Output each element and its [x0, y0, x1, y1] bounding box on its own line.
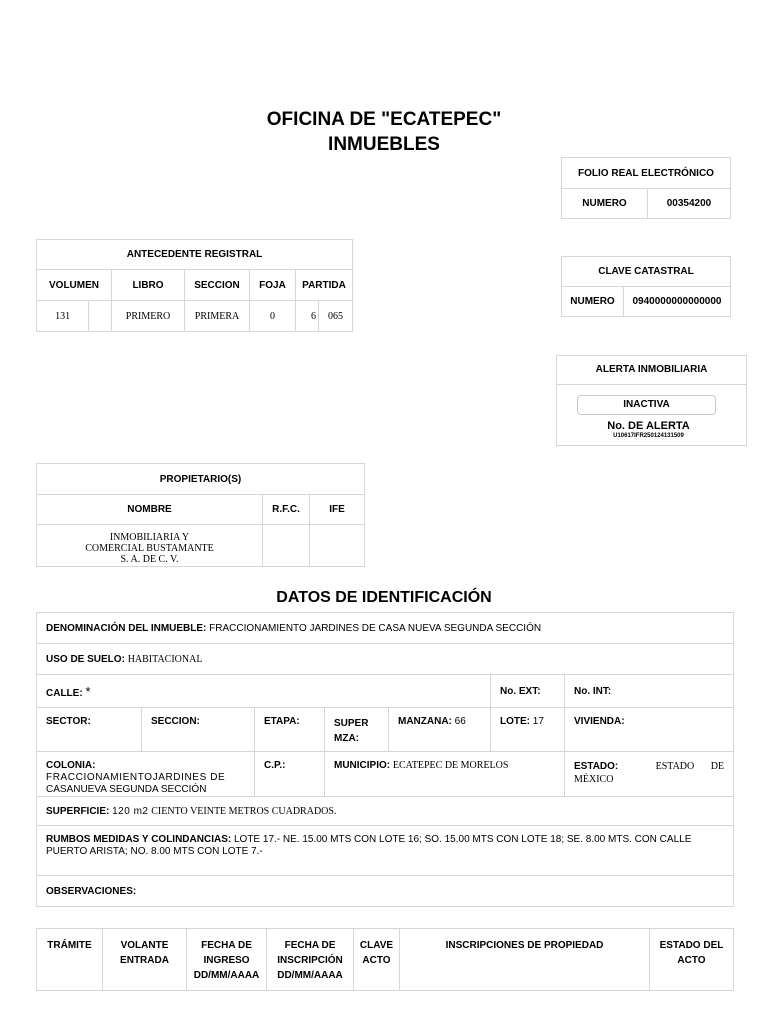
colonia-value-1: FRACCIONAMIENTOJARDINES DE	[46, 772, 226, 783]
identificacion-table	[36, 612, 734, 907]
value-partida-a: 6	[296, 301, 319, 332]
alerta-status-badge: INACTIVA	[577, 395, 716, 415]
alerta-code: U10617IFR250124131509	[613, 433, 684, 439]
value-partida-b: 065	[319, 301, 353, 332]
value-volumen: 131	[37, 301, 89, 332]
clave-number: 0940000000000000	[624, 287, 731, 317]
cp-label: C.P.:	[255, 752, 325, 797]
header-fecha-inscripcion: FECHA DE INSCRIPCIÓN DD/MM/AAAA	[267, 929, 354, 991]
seccion-label: SECCION:	[142, 708, 255, 752]
header-clave-acto: CLAVE ACTO	[354, 929, 400, 991]
manzana-value: 66	[454, 716, 466, 727]
propietario-nombre-line2: COMERCIAL BUSTAMANTE	[85, 543, 214, 554]
superficie-label: SUPERFICIE:	[46, 805, 110, 817]
clave-catastral-title: CLAVE CATASTRAL	[562, 257, 731, 287]
propietario-ife	[310, 525, 365, 567]
folio-title: FOLIO REAL ELECTRÓNICO	[562, 158, 731, 189]
header-estado-acto: ESTADO DEL ACTO	[650, 929, 734, 991]
propietario-row	[37, 525, 365, 567]
etapa-label: ETAPA:	[255, 708, 325, 752]
alerta-number-label: No. DE ALERTA	[607, 420, 690, 432]
value-libro: PRIMERO	[112, 301, 185, 332]
header-foja: FOJA	[250, 270, 296, 301]
header-fecha-ingreso: FECHA DE INGRESO DD/MM/AAAA	[187, 929, 267, 991]
alerta-box	[556, 355, 747, 446]
header-partida: PARTIDA	[296, 270, 353, 301]
header-tramite: TRÁMITE	[37, 929, 103, 991]
colonia-label: COLONIA:	[46, 760, 96, 771]
super-mza-cell	[325, 708, 389, 752]
superficie-num: 120 m2	[112, 805, 149, 817]
propietario-nombre	[37, 525, 263, 567]
header-ife: IFE	[310, 495, 365, 525]
manzana-label: MANZANA:	[398, 716, 452, 727]
antecedente-title: ANTECEDENTE REGISTRAL	[37, 240, 353, 270]
estado-value-1: ESTADO DE	[655, 761, 725, 772]
estado-cell	[565, 752, 734, 797]
calle-value: *	[85, 683, 91, 699]
identificacion-title: DATOS DE IDENTIFICACIÓN	[276, 589, 492, 606]
propietario-rfc	[263, 525, 310, 567]
header-rfc: R.F.C.	[263, 495, 310, 525]
vivienda-label: VIVIENDA:	[565, 708, 734, 752]
value-volumen-extra	[89, 301, 112, 332]
header-seccion: SECCION	[185, 270, 250, 301]
superficie-row	[37, 797, 734, 826]
calle-label: CALLE:	[46, 687, 83, 699]
antecedente-table	[36, 239, 353, 332]
denominacion-value: FRACCIONAMIENTO JARDINES DE CASA NUEVA SEGUNDA SECCIÓN	[209, 622, 542, 634]
header-nombre: NOMBRE	[37, 495, 263, 525]
estado-value-2: MÉXICO	[574, 774, 614, 785]
folio-number: 00354200	[648, 189, 731, 219]
alerta-title: ALERTA INMOBILIARIA	[557, 356, 746, 385]
observaciones-label: OBSERVACIONES:	[37, 876, 734, 907]
office-title: OFICINA DE "ECATEPEC"	[266, 109, 502, 130]
rumbos-value: LOTE 17.- NE. 15.00 MTS CON LOTE 16; SO. 15.00 MTS CON LOTE 18; SE. 8.00 MTS. CON CALLE PUERTO ARISTA; NO. 8.00 MTS CON LOTE 7.-	[46, 834, 692, 857]
lote-value: 17	[532, 716, 544, 727]
value-foja: 0	[250, 301, 296, 332]
no-int-label: No. INT:	[565, 675, 734, 708]
propietarios-title: PROPIETARIO(S)	[37, 464, 365, 495]
propietario-nombre-line1: INMOBILIARIA Y	[109, 532, 190, 543]
propietarios-table	[36, 463, 365, 567]
colonia-cell	[37, 752, 255, 797]
header-libro: LIBRO	[112, 270, 185, 301]
superficie-text: CIENTO VEINTE METROS CUADRADOS.	[151, 805, 337, 817]
estado-label: ESTADO:	[574, 761, 619, 772]
folio-label: NUMERO	[562, 189, 648, 219]
colonia-value-2: CASANUEVA SEGUNDA SECCIÓN	[46, 784, 207, 795]
value-seccion: PRIMERA	[185, 301, 250, 332]
tramites-table	[36, 928, 734, 991]
sector-label: SECTOR:	[37, 708, 142, 752]
estado-line-1	[574, 760, 724, 773]
lote-label: LOTE:	[500, 716, 530, 727]
uso-suelo-label: USO DE SUELO:	[46, 653, 125, 665]
manzana-cell	[389, 708, 491, 752]
clave-label: NUMERO	[562, 287, 624, 317]
header-inscripciones: INSCRIPCIONES DE PROPIEDAD	[400, 929, 650, 991]
super-mza-label-2: MZA:	[334, 733, 359, 744]
section-title: INMUEBLES	[328, 134, 440, 155]
denominacion-row	[37, 613, 734, 644]
municipio-label: MUNICIPIO:	[334, 760, 391, 771]
lote-cell	[491, 708, 565, 752]
uso-suelo-value: HABITACIONAL	[127, 653, 203, 665]
rumbos-row	[37, 826, 734, 876]
header-volante-entrada: VOLANTE ENTRADA	[103, 929, 187, 991]
denominacion-label: DENOMINACIÓN DEL INMUEBLE:	[46, 622, 207, 634]
uso-suelo-row	[37, 644, 734, 675]
municipio-value: ECATEPEC DE MORELOS	[392, 760, 509, 771]
super-mza-label-1: SUPER	[334, 718, 369, 729]
clave-catastral-table	[561, 256, 731, 317]
rumbos-label: RUMBOS MEDIDAS Y COLINDANCIAS:	[46, 834, 232, 845]
calle-cell	[37, 675, 491, 708]
municipio-cell	[325, 752, 565, 797]
no-ext-label: No. EXT:	[491, 675, 565, 708]
folio-table	[561, 157, 731, 219]
header-volumen: VOLUMEN	[37, 270, 112, 301]
propietario-nombre-line3: S. A. DE C. V.	[120, 554, 179, 565]
